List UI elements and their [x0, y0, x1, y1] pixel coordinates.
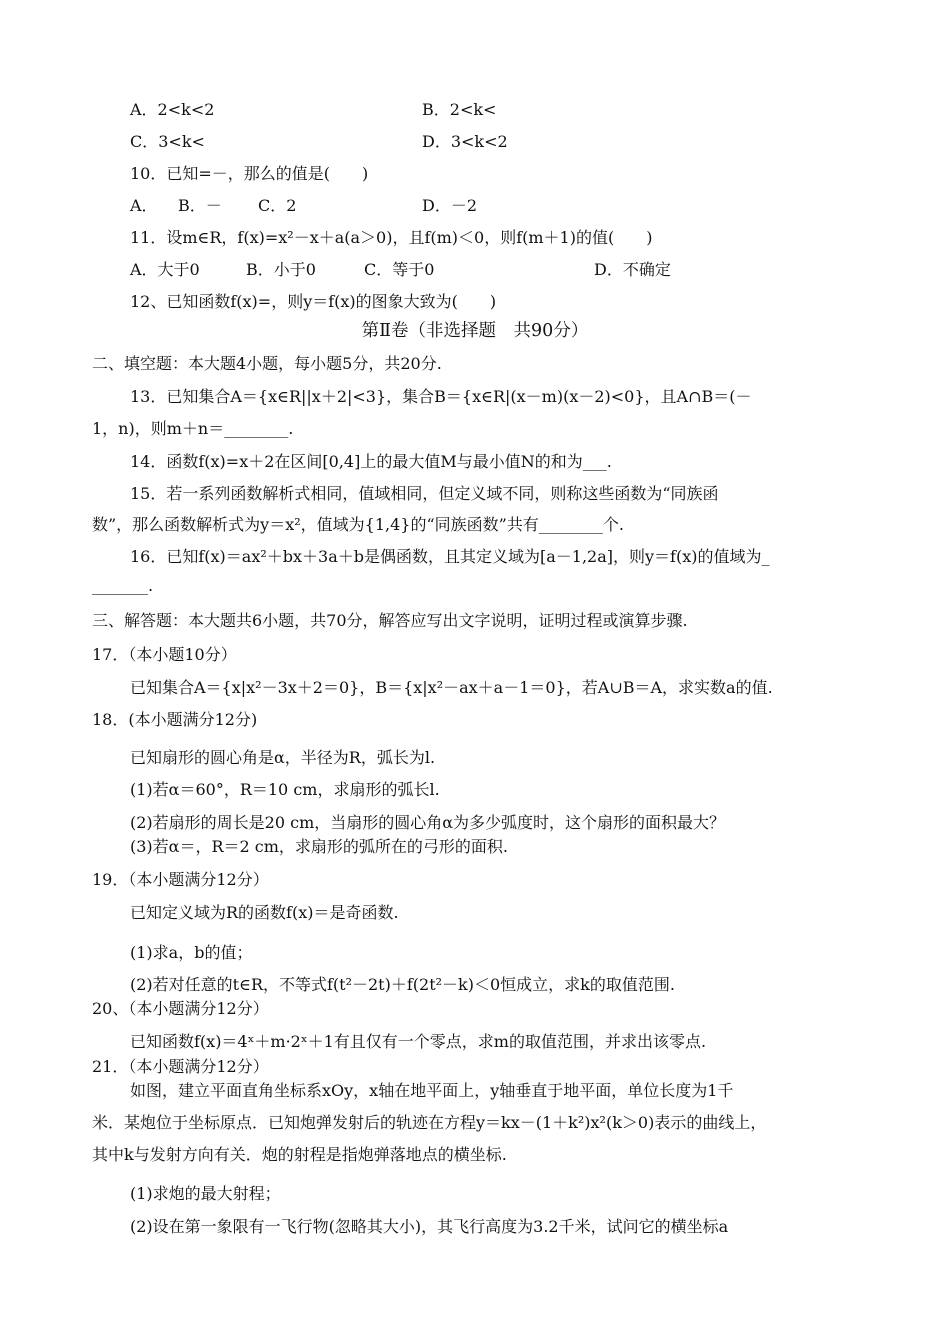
section2-heading: 二、填空题：本大题4小题，每小题5分，共20分.: [92, 354, 442, 373]
q21-line3: 其中k与发射方向有关．炮的射程是指炮弹落地点的横坐标.: [92, 1145, 507, 1164]
q19-intro: 已知定义域为R的函数f(x)＝是奇函数.: [130, 903, 399, 922]
q11-option-d: D．不确定: [594, 260, 671, 279]
q17-body: 已知集合A＝{x|x²－3x＋2＝0}，B＝{x|x²－ax＋a－1＝0}，若A∪B＝A，求实数a的值.: [130, 678, 773, 697]
q11-option-a: A．大于0: [130, 260, 200, 279]
q15-line2: 数”，那么函数解析式为y＝x²，值域为{1,4}的“同族函数”共有________个.: [92, 515, 624, 534]
q19-part2: (2)若对任意的t∈R，不等式f(t²－2t)＋f(2t²－k)＜0恒成立，求k的取值范围.: [130, 975, 675, 994]
q10-option-d: D．－2: [422, 196, 478, 215]
q21-line2: 米．某炮位于坐标原点．已知炮弹发射后的轨迹在方程y＝kx－(1＋k²)x²(k＞0)表示的曲线上，: [92, 1113, 767, 1132]
q14-stem: 14．函数f(x)=x＋2在区间[0,4]上的最大值M与最小值N的和为___.: [130, 452, 612, 471]
q13-line2: 1，n)，则m＋n＝________.: [92, 419, 294, 438]
q10-option-b: B．－: [178, 196, 222, 215]
q12-stem: 12、已知函数f(x)=，则y＝f(x)的图象大致为( ): [130, 292, 497, 311]
q13-line1: 13．已知集合A＝{x∈R||x＋2|<3}，集合B＝{x∈R|(x－m)(x－2)<0}，且A∩B＝(－: [130, 387, 752, 406]
q11-stem: 11．设m∈R，f(x)=x²－x＋a(a＞0)，且f(m)＜0，则f(m＋1)的值( ): [130, 228, 653, 247]
q9-option-d: D．3<k<2: [422, 132, 508, 151]
q21-part1: (1)求炮的最大射程；: [130, 1184, 281, 1203]
q20-title: 20、（本小题满分12分）: [92, 999, 269, 1018]
q18-part2: (2)若扇形的周长是20 cm，当扇形的圆心角α为多少弧度时，这个扇形的面积最大？: [130, 813, 726, 832]
q15-line1: 15．若一系列函数解析式相同，值域相同，但定义域不同，则称这些函数为“同族函: [130, 484, 719, 503]
q11-option-b: B．小于0: [246, 260, 316, 279]
q9-option-b: B．2<k<: [422, 100, 497, 119]
q19-title: 19．（本小题满分12分）: [92, 870, 269, 889]
q18-intro: 已知扇形的圆心角是α，半径为R，弧长为l.: [130, 748, 436, 767]
q11-option-c: C．等于0: [364, 260, 435, 279]
q19-part1: (1)求a，b的值；: [130, 943, 253, 962]
section3-heading: 三、解答题：本大题共6小题，共70分，解答应写出文字说明，证明过程或演算步骤.: [92, 611, 688, 630]
q21-title: 21．（本小题满分12分）: [92, 1057, 269, 1076]
q21-part2: (2)设在第一象限有一飞行物(忽略其大小)，其飞行高度为3.2千米，试问它的横坐标a: [130, 1217, 729, 1236]
q16-line2: _______.: [92, 576, 154, 595]
q17-title: 17．（本小题10分）: [92, 645, 237, 664]
q20-body: 已知函数f(x)＝4ˣ＋m·2ˣ＋1有且仅有一个零点，求m的取值范围，并求出该零点.: [130, 1032, 707, 1051]
q9-option-a: A．2<k<2: [130, 100, 215, 119]
q10-option-a: A．: [130, 196, 158, 215]
part2-title: 第Ⅱ卷（非选择题 共90分）: [361, 321, 589, 341]
q18-title: 18．(本小题满分12分): [92, 710, 258, 729]
q9-option-c: C．3<k<: [130, 132, 205, 151]
q18-part1: (1)若α＝60°，R＝10 cm，求扇形的弧长l.: [130, 780, 440, 799]
q18-part3: (3)若α＝，R＝2 cm，求扇形的弧所在的弓形的面积.: [130, 837, 509, 856]
q16-line1: 16．已知f(x)＝ax²＋bx＋3a＋b是偶函数，且其定义域为[a－1,2a]，则y＝f(x)的值域为_: [130, 547, 770, 566]
q21-line1: 如图，建立平面直角坐标系xOy，x轴在地平面上，y轴垂直于地平面，单位长度为1千: [130, 1081, 734, 1100]
q10-option-c: C．2: [258, 196, 297, 215]
q10-stem: 10．已知=－，那么的值是( ): [130, 164, 369, 183]
